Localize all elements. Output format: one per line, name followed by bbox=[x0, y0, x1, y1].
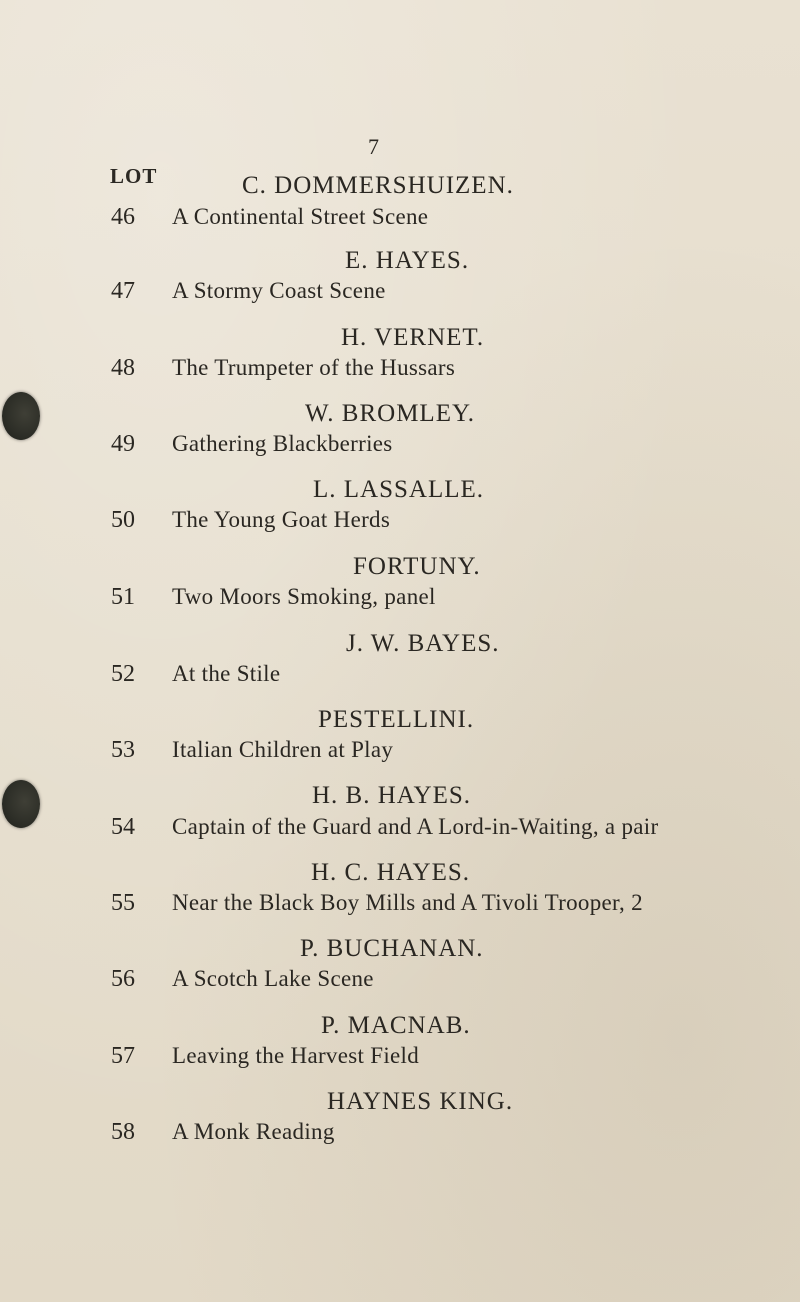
lot-number: 54 bbox=[111, 814, 135, 840]
lot-number: 57 bbox=[111, 1043, 135, 1069]
artist-name: C. DOMMERSHUIZEN. bbox=[242, 172, 514, 199]
artist-name: H. C. HAYES. bbox=[311, 859, 471, 886]
lot-column-heading: LOT bbox=[110, 164, 158, 188]
lot-number: 58 bbox=[111, 1119, 135, 1145]
lot-number: 47 bbox=[111, 278, 135, 304]
lot-title: Near the Black Boy Mills and A Tivoli Trooper, 2 bbox=[172, 890, 643, 915]
lot-number: 49 bbox=[111, 431, 135, 457]
lot-title: Leaving the Harvest Field bbox=[172, 1043, 420, 1068]
lot-number: 51 bbox=[111, 584, 135, 610]
artist-name: W. BROMLEY. bbox=[305, 400, 476, 427]
lot-title: Gathering Blackberries bbox=[172, 431, 393, 456]
artist-name: H. B. HAYES. bbox=[312, 782, 472, 809]
artist-name: HAYNES KING. bbox=[327, 1088, 514, 1115]
lot-title: Italian Children at Play bbox=[172, 737, 394, 762]
artist-name: FORTUNY. bbox=[353, 553, 481, 580]
artist-name: P. BUCHANAN. bbox=[300, 935, 484, 962]
artist-name: PESTELLINI. bbox=[318, 706, 475, 733]
binding-hole bbox=[2, 780, 40, 828]
lot-title: Captain of the Guard and A Lord-in-Waiting, a pair bbox=[172, 814, 659, 839]
page-number: 7 bbox=[368, 134, 379, 159]
lot-number: 53 bbox=[111, 737, 135, 763]
lot-title: A Scotch Lake Scene bbox=[172, 966, 374, 991]
artist-name: L. LASSALLE. bbox=[313, 476, 485, 503]
lot-number: 48 bbox=[111, 355, 135, 381]
lot-title: Two Moors Smoking, panel bbox=[172, 584, 436, 609]
artist-name: E. HAYES. bbox=[345, 247, 470, 274]
lot-title: The Young Goat Herds bbox=[172, 507, 391, 532]
lot-title: A Stormy Coast Scene bbox=[172, 278, 386, 303]
lot-number: 46 bbox=[111, 204, 135, 230]
artist-name: P. MACNAB. bbox=[321, 1012, 471, 1039]
lot-number: 56 bbox=[111, 966, 135, 992]
lot-title: At the Stile bbox=[172, 661, 281, 686]
binding-hole bbox=[2, 392, 40, 440]
artist-name: J. W. BAYES. bbox=[346, 630, 500, 657]
lot-number: 55 bbox=[111, 890, 135, 916]
lot-title: The Trumpeter of the Hussars bbox=[172, 355, 456, 380]
lot-title: A Monk Reading bbox=[172, 1119, 335, 1144]
lot-number: 50 bbox=[111, 507, 135, 533]
lot-number: 52 bbox=[111, 661, 135, 687]
lot-title: A Continental Street Scene bbox=[172, 204, 429, 229]
artist-name: H. VERNET. bbox=[341, 324, 485, 351]
